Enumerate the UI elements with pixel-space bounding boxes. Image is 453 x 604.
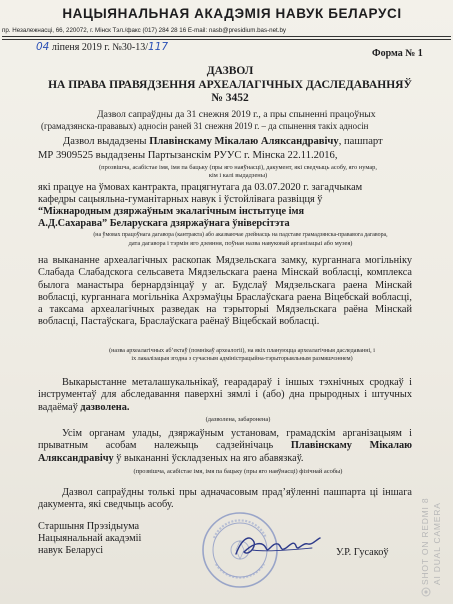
devices-paragraph bbox=[38, 377, 412, 414]
signature-icon bbox=[232, 528, 324, 562]
devices-text: Выкарыстанне металашукальнікаў, геарадараў і іншых тэхнічных сродкаў і інструментаў для абследавання паверхні зямлі і (або) дна прыродных і штучных вадаёмаў bbox=[38, 377, 412, 413]
signatory-title-2: Нацыянальнай акадэміі bbox=[38, 533, 142, 544]
header-rule bbox=[2, 36, 451, 37]
holder-name: Плавінскаму Мікалаю Аляксандравічу bbox=[149, 136, 339, 147]
document-title bbox=[40, 65, 420, 106]
employment-line-2: кафедры сацыяльна-гуманітарных навук і ўстойлівага развіцця ў bbox=[38, 194, 323, 205]
devices-caption: (дазволена, забаронена) bbox=[205, 416, 271, 423]
assist-text-end: ў выкананні ўскладзеных на яго абавязкаў. bbox=[113, 452, 304, 464]
issued-line-1 bbox=[63, 136, 383, 147]
registration-date-text: ліпеня 2019 г. №30-13/ bbox=[51, 42, 149, 53]
academy-header-address: пр. Незалежнасці, 66, 220072, г. Мінск Тэл./факс (017) 284 28 16 E-mail: nasb@presidium.bas-net.by bbox=[2, 27, 287, 34]
assist-holder-name: Плавінскаму Мікалаю Аляксандравічу bbox=[38, 440, 412, 464]
works-caption-1: (назва археалагічных аб’ектаў (помнікаў археалогіі), на якіх плануюцца археалагічныя даследаванні, і bbox=[109, 348, 375, 354]
handwritten-number: 117 bbox=[148, 41, 169, 53]
validity-line-2: (грамадзянска-прававых) адносін раней 31 снежня 2019 г. – да спынення такіх адносін bbox=[41, 121, 369, 131]
camera-watermark-line-1: SHOT ON REDMI 8 bbox=[420, 497, 430, 585]
title-line-permit: ДАЗВОЛ bbox=[206, 65, 254, 77]
works-description: на выкананне археалагічных раскопак Мядзельскага замку, курганнага могільніку Слабада Слабадскога сельсавета Мядзельскага раена Мінскай вобласці, комплекса былога манастыра бернардзінцаў у аг. Будслаў Мядзельскага раена Мінскай вобласці, курганнага могільніка Ахрэмаўцы Браслаўскага раена Віцебскай вобласці, а таксама археалагічных разведак на тэрыторыі Мядзельскага раёна Мінскай вобласці, Пастаўскага, Браслаўскага раёнаў Віцебскай вобласці. bbox=[38, 255, 412, 328]
employment-caption-1: (на ўмовах працоўнага дагавора (кантракта) або аказваючае дзейнасць на падставе грамадзянска-прававога дагавора, bbox=[93, 232, 388, 238]
employment-line-1: які працуе на ўмовах кантракта, працягнутага да 03.07.2020 г. загадчыкам bbox=[38, 182, 363, 193]
works-caption-2: іх лакалізацыя згодна з сучасным адміністрацыйна-тэрыторыяльным размяшчэннем) bbox=[131, 356, 353, 362]
employment-line-3: “Міжнародным дзяржаўным экалагічным інстытуце імя bbox=[38, 206, 305, 217]
issued-line-2: МР 3909525 выдадзены Партызанскім РУУС г. Мінска 22.11.2016, bbox=[38, 150, 338, 161]
academy-header-title: НАЦЫЯНАЛЬНАЯ АКАДЭМІЯ НАВУК БЕЛАРУСІ bbox=[62, 6, 402, 21]
assist-caption: (прозвішча, асабістае імя, імя па бацьку (пры яго наяўнасці) фізічнай асобы) bbox=[133, 468, 343, 475]
validity-line-1: Дазвол сапраўдны да 31 снежня 2019 г., а пры спыненні працоўных bbox=[97, 109, 376, 120]
title-line-right: НА ПРАВА ПРАВЯДЗЕННЯ АРХЕАЛАГІЧНЫХ ДАСЛЕДАВАННЯЎ bbox=[48, 78, 412, 91]
header-rule-thin bbox=[2, 39, 451, 40]
signatory-title-1: Старшыня Прэзідыума bbox=[38, 521, 140, 532]
issued-suffix: , пашпарт bbox=[338, 136, 383, 147]
assist-paragraph bbox=[38, 428, 412, 465]
signatory-name: У.Р. Гусакоў bbox=[336, 547, 389, 558]
title-line-number: № 3452 bbox=[211, 92, 249, 104]
assist-text: Усім органам улады, дзяржаўным установам, грамадскім арганізацыям і прыватным асобам належыць садзейнічаць bbox=[38, 428, 412, 452]
employment-caption-2: дата дагавора і тэрмін яго дзеяння, поўная назва навуковай арганізацыі або музея) bbox=[128, 240, 353, 247]
camera-watermark-line-2: AI DUAL CAMERA bbox=[432, 502, 442, 585]
devices-permission: дазволена. bbox=[80, 401, 130, 413]
issued-caption-2: кім і калі выдадзены) bbox=[208, 172, 268, 179]
handwritten-day: 04 bbox=[36, 41, 50, 53]
issued-caption-1: (прозвішча, асабістае імя, імя па бацьку (пры яго наяўнасці), дакумент, які сведчыць асобу, яго нумар, bbox=[99, 164, 377, 171]
employment-line-4: А.Д.Сахарава” Беларускага дзяржаўнага ўніверсітэта bbox=[38, 218, 290, 229]
registration-line bbox=[36, 41, 168, 53]
validity-note: Дазвол сапраўдны толькі пры адначасовым прад’яўленні пашпарта ці іншага дакумента, які сведчыць асобу. bbox=[38, 487, 412, 511]
signatory-title-3: навук Беларусі bbox=[38, 545, 104, 556]
form-number: Форма № 1 bbox=[372, 48, 423, 59]
camera-logo-icon bbox=[421, 587, 431, 597]
issued-prefix: Дазвол выдадзены bbox=[63, 136, 150, 147]
